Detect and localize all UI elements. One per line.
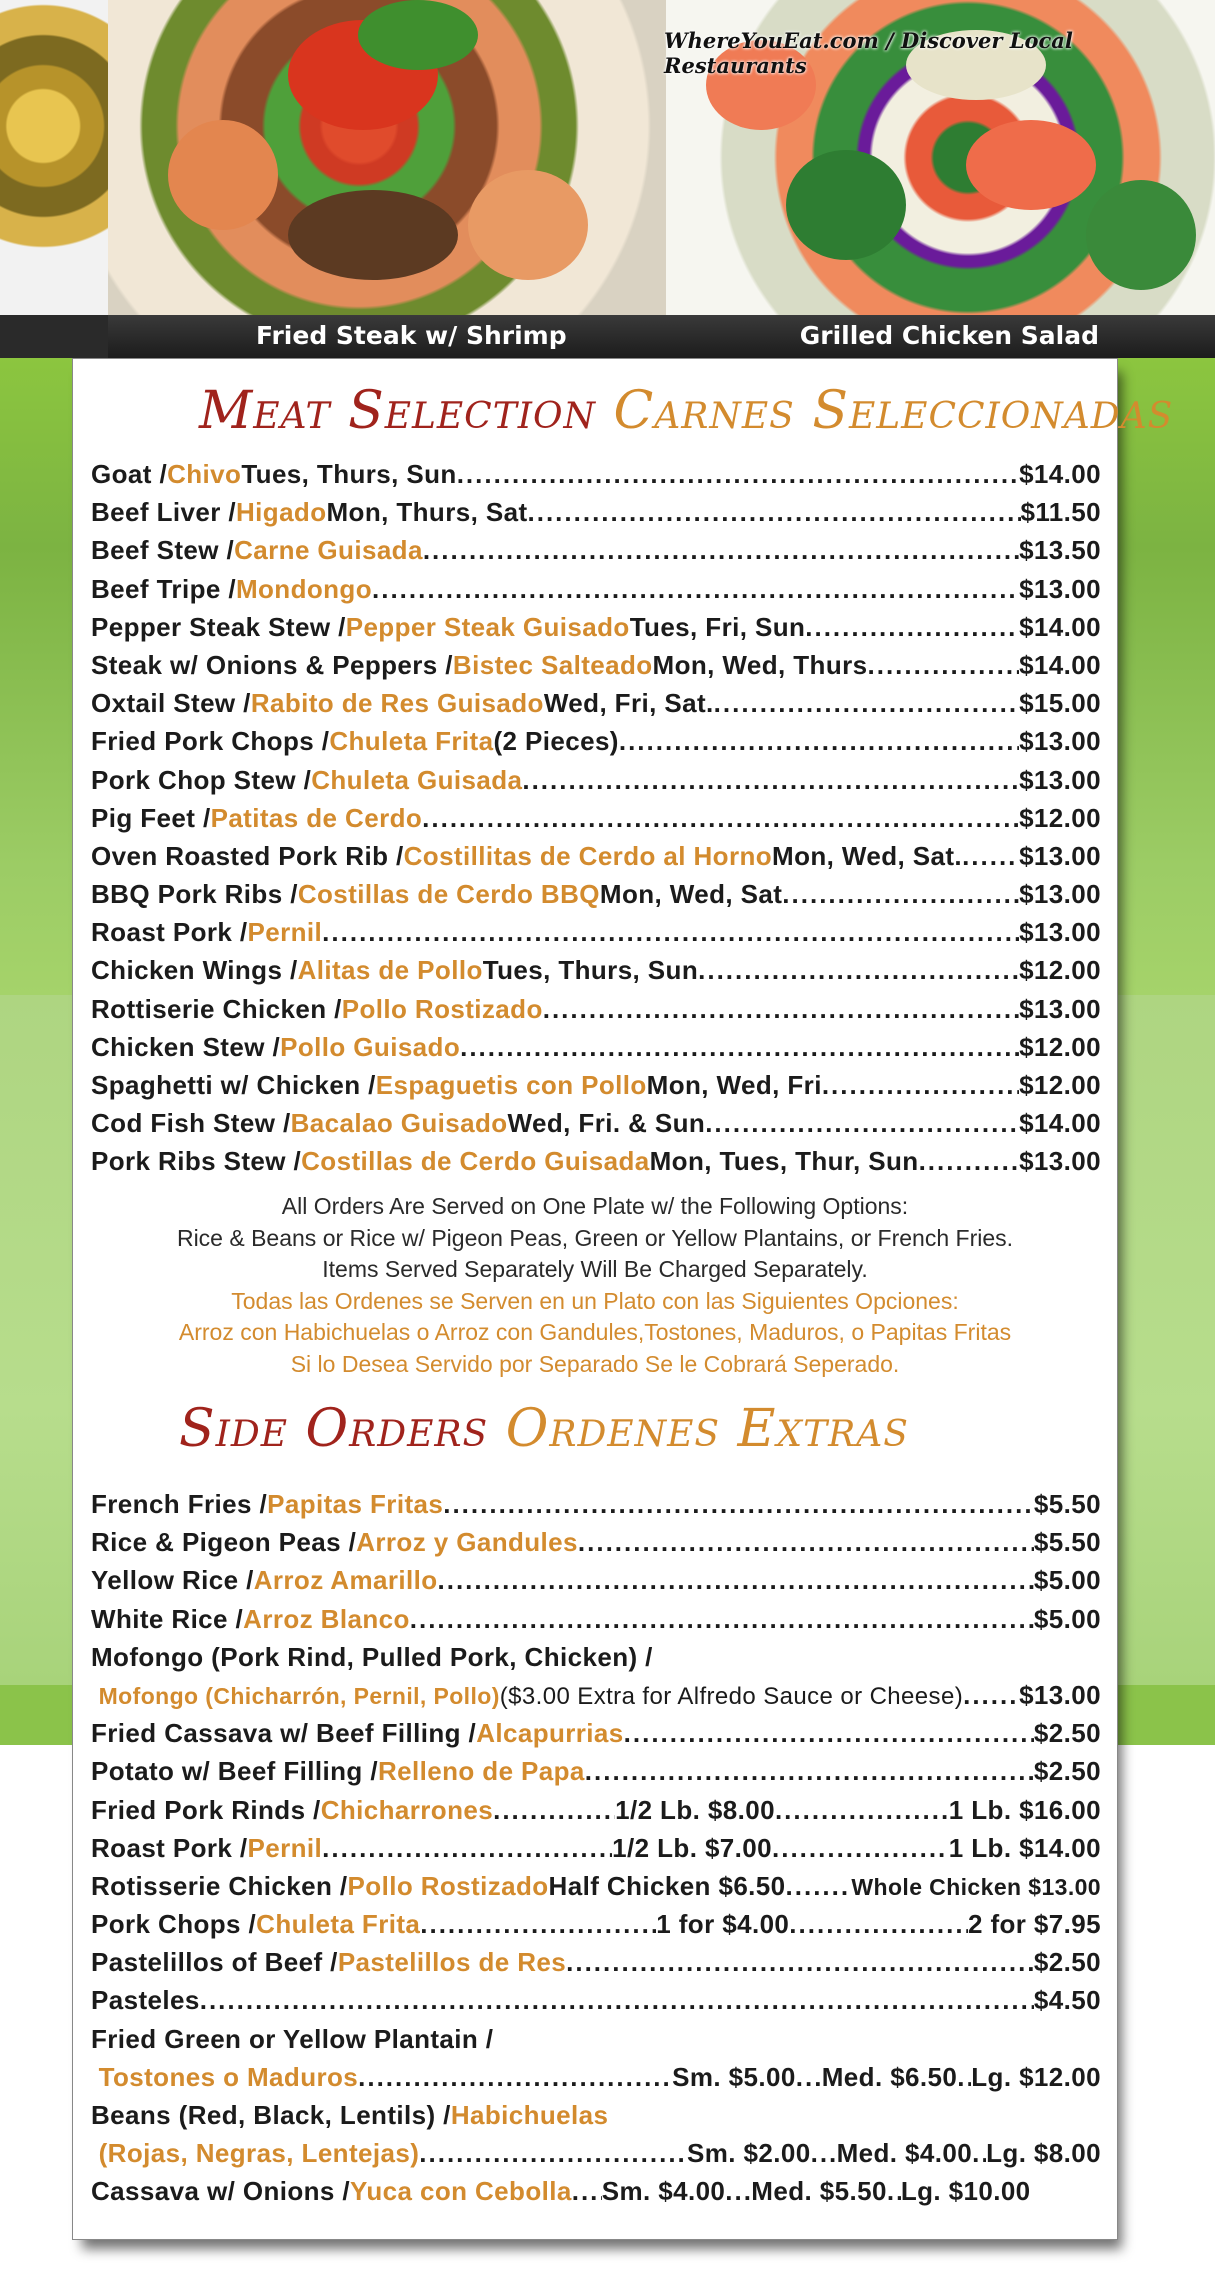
shrimp-left xyxy=(168,120,278,230)
list-item: Cassava w/ Onions / Yuca con Cebolla ..... Sm. $4.00 ..... Med. $5.50 ..... Lg. $10.00 xyxy=(91,2172,1101,2210)
item-price: $2.50 xyxy=(1033,1718,1101,1749)
item-price: $13.50 xyxy=(1019,535,1101,566)
side-section-title xyxy=(179,1399,909,1459)
broccoli xyxy=(786,150,906,260)
mofongo-line-1: Mofongo (Pork Rind, Pulled Pork, Chicken) / xyxy=(91,1641,653,1672)
watermark: WhereYouEat.com / Discover Local Restaurants xyxy=(664,28,1073,78)
side-title-es: Ordenes Extras xyxy=(505,1399,909,1459)
list-item: Fried Pork Chops / Chuleta Frita (2 Pieces) ..... $13.00 xyxy=(91,722,1101,760)
parsley-garnish xyxy=(358,0,478,70)
note-es-3: Si lo Desea Servido por Separado Se le Cobrará Seperado. xyxy=(290,1350,900,1377)
item-price: $13.00 xyxy=(1019,879,1101,910)
item-price: $2.50 xyxy=(1033,1756,1101,1787)
item-price: $12.00 xyxy=(1019,1070,1101,1100)
list-item: Yellow Rice / Arroz Amarillo ..... $5.00 xyxy=(91,1561,1101,1599)
list-item: Oxtail Stew / Rabito de Res Guisado Wed, Fri, Sat. ..... $15.00 xyxy=(91,684,1101,722)
item-price: $13.00 xyxy=(1019,1146,1101,1177)
item-price: $12.00 xyxy=(1019,955,1101,986)
note-es-2: Arroz con Habichuelas o Arroz con Gandules,Tostones, Maduros, o Papitas Fritas xyxy=(178,1319,1012,1345)
list-item: Pastelillos of Beef / Pastelillos de Res ..... $2.50 xyxy=(91,1943,1101,1981)
meat-section-title xyxy=(199,381,1173,441)
note-en-2: Rice & Beans or Rice w/ Pigeon Peas, Green or Yellow Plantains, or French Fries. xyxy=(176,1224,1014,1251)
list-item: Beef Liver / Higado Mon, Thurs, Sat ..... $11.50 xyxy=(91,493,1101,531)
meat-title-es: Carnes Seleccionadas xyxy=(613,381,1174,441)
item-price: $14.00 xyxy=(1019,611,1101,642)
list-item: Spaghetti w/ Chicken / Espaguetis con Pollo Mon, Wed, Fri ..... $12.00 xyxy=(91,1066,1101,1104)
note-en-1: All Orders Are Served on One Plate w/ the Following Options: xyxy=(281,1193,909,1219)
photo-caption-salad: Grilled Chicken Salad xyxy=(799,321,1099,350)
list-item: Rice & Pigeon Peas / Arroz y Gandules ..... $5.50 xyxy=(91,1523,1101,1561)
list-item: Potato w/ Beef Filling / Relleno de Papa ..... $2.50 xyxy=(91,1752,1101,1790)
fried-steak-shrimp-photo xyxy=(108,0,666,315)
list-item: French Fries / Papitas Fritas ..... $5.50 xyxy=(91,1485,1101,1523)
item-price: $13.00 xyxy=(1019,917,1101,948)
meat-items-list xyxy=(91,455,1101,1181)
list-item: Cod Fish Stew / Bacalao Guisado Wed, Fri. & Sun ..... $14.00 xyxy=(91,1104,1101,1142)
item-price: $14.00 xyxy=(1019,459,1101,489)
item-price: $5.00 xyxy=(1033,1603,1101,1634)
list-item: Steak w/ Onions & Peppers / Bistec Salteado Mon, Wed, Thurs ..... $14.00 xyxy=(91,646,1101,684)
item-price: $12.00 xyxy=(1019,1031,1101,1062)
item-price: $15.00 xyxy=(1019,688,1101,719)
note-en-3: Items Served Separately Will Be Charged Separately. xyxy=(322,1256,868,1282)
item-price: $11.50 xyxy=(1020,497,1101,528)
item-price: $13.00 xyxy=(1019,764,1101,795)
item-price: $14.00 xyxy=(1019,649,1101,680)
serving-notes xyxy=(73,1191,1117,1380)
list-item: BBQ Pork Ribs / Costillas de Cerdo BBQ Mon, Wed, Sat ..... $13.00 xyxy=(91,875,1101,913)
list-item: Fried Pork Rinds / Chicharrones ..... 1/2 Lb. $8.00 ..... 1 Lb. $16.00 xyxy=(91,1791,1101,1829)
item-price: $13.00 xyxy=(1019,840,1101,871)
list-item: Roast Pork / Pernil ..... $13.00 xyxy=(91,913,1101,951)
item-price: $13.00 xyxy=(1019,726,1101,757)
list-item: Oven Roasted Pork Rib / Costillitas de Cerdo al Horno Mon, Wed, Sat. ..... $13.00 xyxy=(91,837,1101,875)
item-price: $4.50 xyxy=(1033,1985,1101,2016)
list-item: Pork Chop Stew / Chuleta Guisada ..... $13.00 xyxy=(91,761,1101,799)
list-item: Pasteles ..... $4.50 xyxy=(91,1981,1101,2019)
list-item: Chicken Wings / Alitas de Pollo Tues, Thurs, Sun ..... $12.00 xyxy=(91,951,1101,989)
item-price: $13.00 xyxy=(1019,1679,1101,1710)
meat-title-en: Meat Selection xyxy=(199,381,596,441)
list-item: White Rice / Arroz Blanco ..... $5.00 xyxy=(91,1600,1101,1638)
item-price: $5.50 xyxy=(1033,1527,1101,1558)
note-es-1: Todas las Ordenes se Serven en un Plato con las Siguientes Opciones: xyxy=(231,1287,959,1314)
list-item: Beef Tripe / Mondongo ..... $13.00 xyxy=(91,570,1101,608)
item-price: $14.00 xyxy=(1019,1108,1101,1139)
list-item: Chicken Stew / Pollo Guisado ..... $12.00 xyxy=(91,1028,1101,1066)
item-price: $13.00 xyxy=(1019,993,1101,1024)
list-item: Rottiserie Chicken / Pollo Rostizado ..... $13.00 xyxy=(91,990,1101,1028)
tomato-wedge xyxy=(966,120,1096,210)
list-item: Pork Ribs Stew / Costillas de Cerdo Guisada Mon, Tues, Thur, Sun ..... $13.00 xyxy=(91,1142,1101,1180)
list-item: Pepper Steak Stew / Pepper Steak Guisado Tues, Fri, Sun ..... $14.00 xyxy=(91,608,1101,646)
list-item: Pig Feet / Patitas de Cerdo ..... $12.00 xyxy=(91,799,1101,837)
beans-line-1: Beans (Red, Black, Lentils) / Habichuelas xyxy=(91,2100,609,2130)
side-items-list xyxy=(91,1485,1101,2211)
broccoli-right xyxy=(1086,180,1196,290)
item-price: $12.00 xyxy=(1019,802,1101,833)
side-title-en: Side Orders xyxy=(179,1399,489,1459)
list-item: Fried Cassava w/ Beef Filling / Alcapurrias ..... $2.50 xyxy=(91,1714,1101,1752)
menu-card xyxy=(72,358,1174,2240)
pasta-salad-photo xyxy=(0,0,108,315)
mofongo-line-2: Mofongo (Chicharrón, Pernil, Pollo) ($3.00 Extra for Alfredo Sauce or Cheese) ..... $13.00 xyxy=(91,1676,1101,1714)
item-price: $13.00 xyxy=(1019,573,1101,604)
list-item: Roast Pork / Pernil ..... 1/2 Lb. $7.00 ..... 1 Lb. $14.00 xyxy=(91,1829,1101,1867)
photo-header xyxy=(0,0,1215,358)
plantain-line-1: Fried Green or Yellow Plantain / xyxy=(91,2023,494,2054)
list-item: Rotisserie Chicken / Pollo Rostizado Half Chicken $6.50 ..... Whole Chicken $13.00 xyxy=(91,1867,1101,1905)
item-price: $2.50 xyxy=(1033,1947,1101,1978)
list-item: Beef Stew / Carne Guisada ..... $13.50 xyxy=(91,531,1101,569)
list-item: Goat / Chivo Tues, Thurs, Sun ..... $14.00 xyxy=(91,455,1101,493)
beans-line-2: (Rojas, Negras, Lentejas) ..... Sm. $2.00 ..... Med. $4.00 ..... Lg. $8.00 xyxy=(91,2134,1101,2172)
shrimp-right xyxy=(468,170,588,280)
plantain-line-2: Tostones o Maduros ..... Sm. $5.00 ..... Med. $6.50 ..... Lg. $12.00 xyxy=(91,2058,1101,2096)
item-price: $5.50 xyxy=(1033,1489,1101,1519)
list-item: Pork Chops / Chuleta Frita ..... 1 for $4.00 ..... 2 for $7.95 xyxy=(91,1905,1101,1943)
item-price: $5.00 xyxy=(1033,1565,1101,1596)
photo-caption-steak: Fried Steak w/ Shrimp xyxy=(256,321,567,350)
steak-strips xyxy=(288,190,458,280)
